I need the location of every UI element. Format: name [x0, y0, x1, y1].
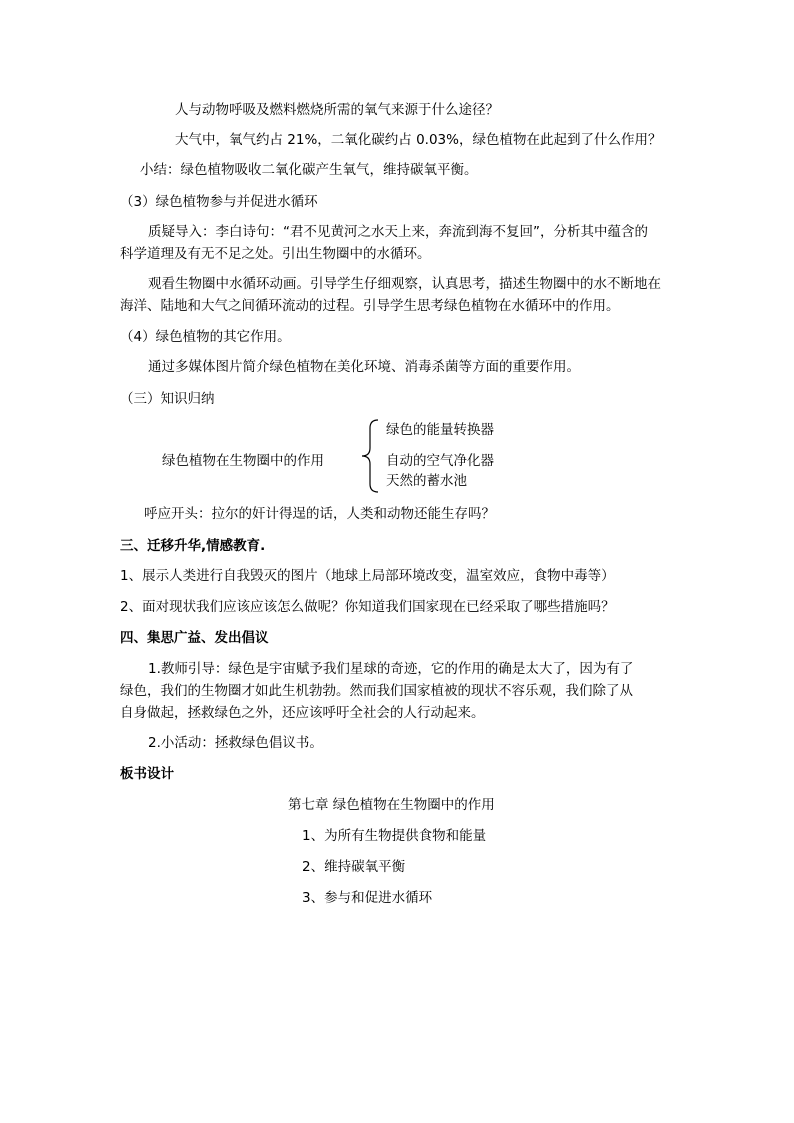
board-item-2: 2、维持碳氧平衡 [302, 859, 406, 875]
summary-box-item-2: 自动的空气净化器 [386, 453, 494, 469]
section-other-roles: （4）绿色植物的其它作用。 [120, 329, 291, 345]
section-water-cycle: （3）绿色植物参与并促进水循环 [120, 194, 318, 210]
paragraph-multimedia: 通过多媒体图片简介绿色植物在美化环境、消毒杀菌等方面的重要作用。 [148, 359, 580, 375]
summary-box-item-1: 绿色的能量转换器 [386, 422, 494, 438]
summary-carbon-oxygen: 小结：绿色植物吸收二氧化碳产生氧气，维持碳氧平衡。 [140, 162, 478, 178]
board-item-3: 3、参与和促进水循环 [302, 890, 433, 906]
paragraph-poem-line1: 质疑导入：李白诗句：“君不见黄河之水天上来，奔流到海不复回”，分析其中蕴含的 [148, 224, 648, 240]
summary-box-item-3: 天然的蓄水池 [386, 473, 467, 489]
paragraph-animation-line1: 观看生物圈中水循环动画。引导学生仔细观察，认真思考，描述生物圈中的水不断地在 [148, 276, 661, 292]
board-title: 第七章 绿色植物在生物圈中的作用 [288, 797, 495, 813]
list-item-show-pictures: 1、展示人类进行自我毁灭的图片（地球上局部环境改变，温室效应，食物中毒等） [120, 568, 615, 584]
question-atmosphere: 大气中，氧气约占 21%，二氧化碳约占 0.03%，绿色植物在此起到了什么作用？ [175, 132, 662, 148]
paragraph-teacher-guide-line1: 1.教师引导：绿色是宇宙赋予我们星球的奇迹，它的作用的确是太大了，因为有了 [148, 661, 634, 677]
heading-section-four: 四、集思广益、发出倡议 [120, 630, 269, 646]
respond-opening: 呼应开头：拉尔的奸计得逞的话，人类和动物还能生存吗？ [144, 506, 495, 522]
curly-brace-icon [356, 418, 382, 494]
board-item-1: 1、为所有生物提供食物和能量 [302, 828, 487, 844]
summary-box-label: 绿色植物在生物圈中的作用 [162, 453, 324, 469]
section-knowledge-summary: （三）知识归纳 [120, 391, 215, 407]
list-item-what-to-do: 2、面对现状我们应该应该怎么做呢？你知道我们国家现在已经采取了哪些措施吗？ [120, 599, 615, 615]
paragraph-teacher-guide-line3: 自身做起，拯救绿色之外，还应该呼吁全社会的人行动起来。 [120, 705, 485, 721]
heading-board-design: 板书设计 [120, 766, 174, 782]
paragraph-poem-line2: 科学道理及有无不足之处。引出生物圈中的水循环。 [120, 246, 431, 262]
paragraph-activity: 2.小活动：拯救绿色倡议书。 [148, 735, 323, 751]
paragraph-teacher-guide-line2: 绿色，我们的生物圈才如此生机勃勃。然而我们国家植被的现状不容乐观，我们除了从 [120, 683, 633, 699]
paragraph-animation-line2: 海洋、陆地和大气之间循环流动的过程。引导学生思考绿色植物在水循环中的作用。 [120, 298, 620, 314]
heading-section-three: 三、迁移升华,情感教育. [120, 538, 266, 554]
question-oxygen-source: 人与动物呼吸及燃料燃烧所需的氧气来源于什么途径？ [175, 102, 499, 118]
